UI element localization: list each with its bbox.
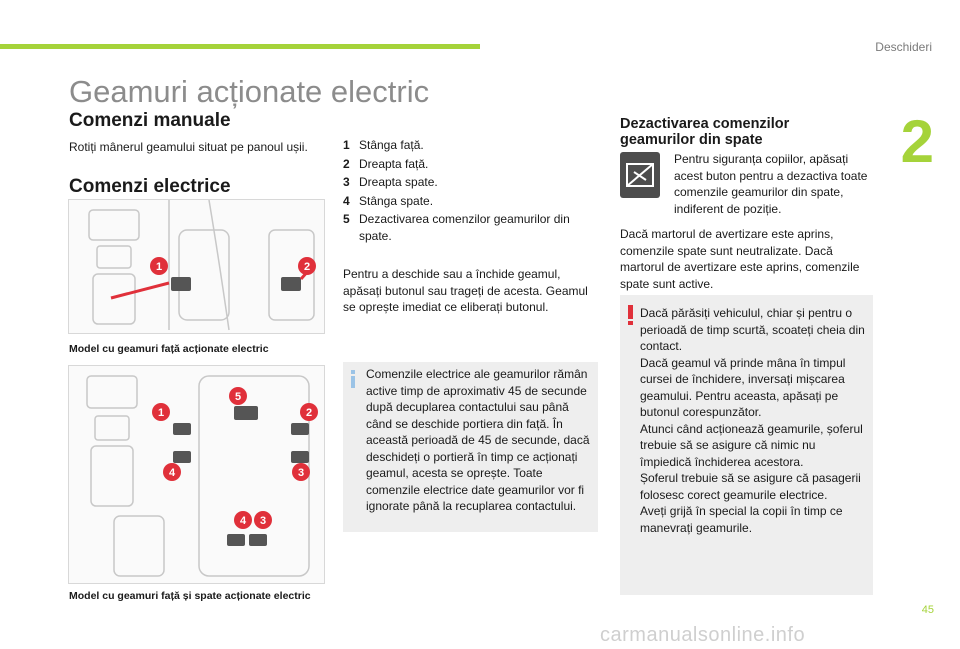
switch-rear-left-icon (173, 451, 191, 463)
section-label: Deschideri (875, 40, 932, 54)
info-note-text: Comenzile electrice ale geamurilor rămân active timp de aproximativ 45 de secunde după decuplarea contactului sau până când se deschide portiera din față. În această perioadă de 45 de secunde, dacă deschideți o portieră în timp ce acționați geamul, acesta se oprește. Toate comenzile electrice date geamurilor vor fi ignorate până la recuplarea contactului. (366, 367, 590, 513)
switch-front-right-icon (291, 423, 309, 435)
instruction-text: Pentru a deschide sau a închide geamul, apăsați butonul sau trageți de acesta. Geamul se oprește imediat ce eliberați butonul. (343, 267, 588, 314)
rear-heading: Dezactivarea comenzilor geamurilor din spate (620, 116, 790, 148)
marker-4-label: 4 (168, 467, 176, 479)
marker-3-label: 3 (297, 467, 305, 479)
rear-deactivate-switch-icon (234, 406, 258, 420)
control-list (343, 137, 593, 246)
marker-2b-label: 2 (305, 407, 313, 419)
caption-front: Model cu geamuri față acționate electric (69, 343, 269, 355)
list-item: 1 Stânga față. (343, 138, 424, 152)
accent-bar (0, 44, 480, 49)
switch-front-left-icon (173, 423, 191, 435)
electric-heading: Comenzi electrice (69, 176, 231, 197)
watermark: carmanualsonline.info (600, 624, 806, 646)
rear-button-text: Pentru siguranța copiilor, apăsați acest buton pentru a dezactiva toate comenzile geamurilor din spate, indiferent de poziție. (674, 152, 868, 216)
marker-1-label: 1 (155, 261, 163, 273)
info-note-box (343, 362, 598, 532)
manual-heading: Comenzi manuale (69, 110, 231, 131)
page-number: 45 (921, 604, 934, 616)
info-icon (349, 370, 357, 388)
warning-box (620, 295, 873, 595)
list-item: 4 Stânga spate. (343, 193, 434, 208)
marker-1b-label: 1 (157, 407, 165, 419)
front-windows-diagram (68, 199, 325, 334)
marker-5-label: 5 (234, 391, 242, 403)
warning-light-text: Dacă martorul de avertizare este aprins, comenzile spate sunt neutralizate. Dacă martorul de avertizare este aprins, comenzile spate sunt active. (620, 227, 860, 291)
switch-rear-right-icon (291, 451, 309, 463)
list-item: 2 Dreapta față. (343, 156, 429, 171)
rear-console-switch-left-icon (227, 534, 245, 546)
rear-console-switch-right-icon (249, 534, 267, 546)
page-title: Geamuri acționate electric (69, 74, 430, 109)
warning-text: Dacă părăsiți vehiculul, chiar și pentru o perioadă de timp scurtă, scoateți cheia din contact. Dacă geamul vă prinde mâna în timpul cursei de închidere, inversați mișcarea geamului. Pentru aceasta, apăsați pe butonul corespunzător. Atunci când acționează geamurile, șoferul trebuie să se asigure că nimic nu împiedică închiderea acestora. Șoferul trebuie să se asigure că pasagerii folosesc corect geamurile electrice. Aveți grijă în special la copii în timp ce manevrați geamurile. (640, 306, 865, 535)
list-item: 5 Dezactivarea comenzilor geamurilor din spate. (343, 212, 570, 243)
front-rear-windows-diagram (68, 365, 325, 584)
manual-text: Rotiți mânerul geamului situat pe panoul ușii. (69, 140, 308, 154)
list-item: 3 Dreapta spate. (343, 175, 438, 189)
marker-4c-label: 4 (239, 515, 247, 527)
warning-icon (628, 305, 633, 325)
marker-2-label: 2 (303, 261, 311, 273)
caption-front-rear: Model cu geamuri față și spate acționate electric (69, 590, 311, 602)
front-right-switch-icon (281, 277, 301, 291)
front-left-switch-icon (171, 277, 191, 291)
chapter-number: 2 (900, 108, 934, 175)
marker-3c-label: 3 (259, 515, 267, 527)
child-lock-button-icon (620, 152, 660, 198)
